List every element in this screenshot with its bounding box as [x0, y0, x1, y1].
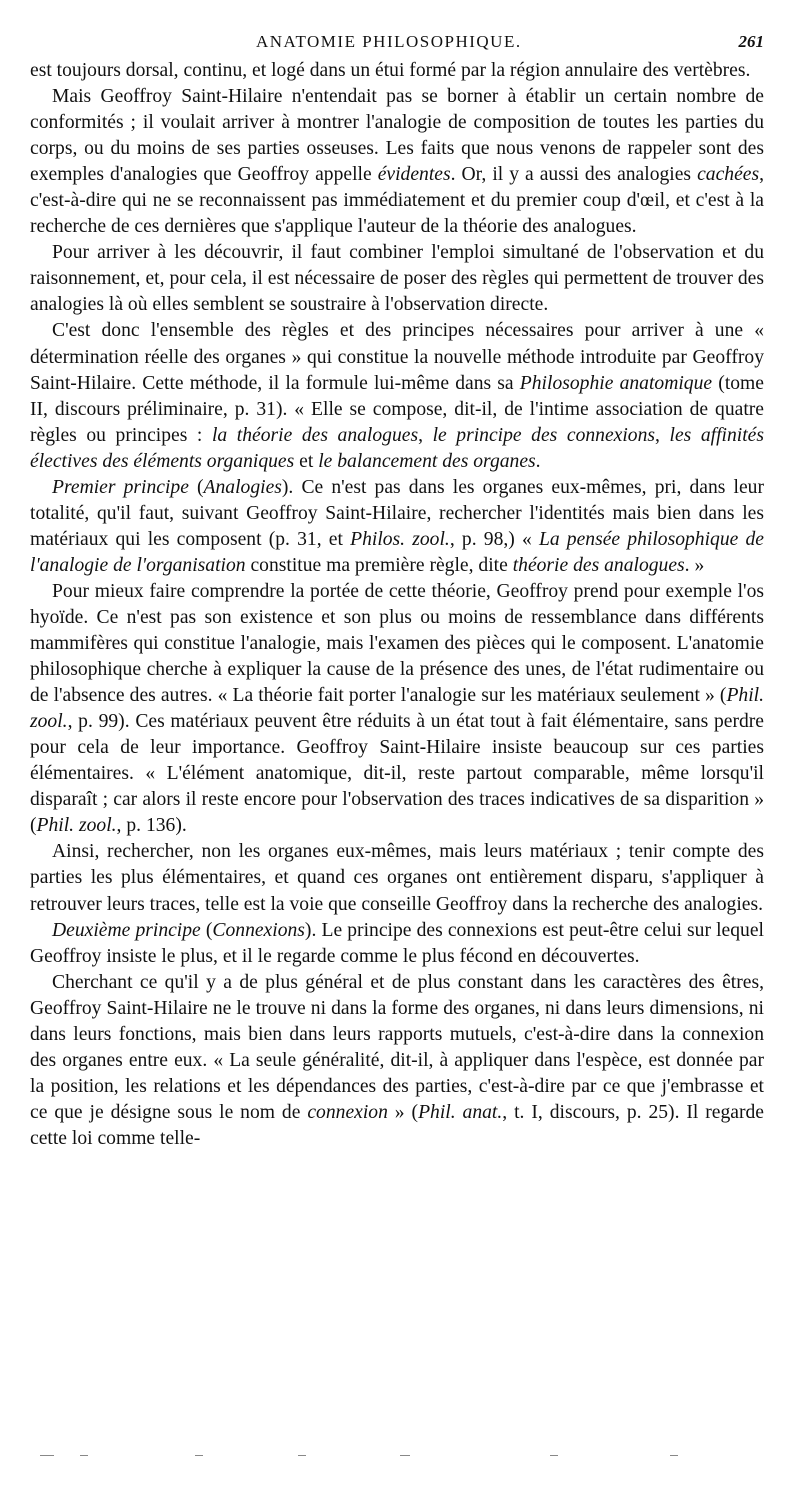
text-run: Cherchant ce qu'il y a de plus général et de plus constant dans les caractères des êtres, Geoffroy Saint-Hilaire ne le trouve ni dans la forme des organes, ni dans leurs dimensions, ni dans leurs fonctions, mais bien dans leurs rapports mutuels, c'est-à-dire dans la connexion des organes entre eux. « La seule généralité, dit-il, à appliquer dans l'espèce, est donnée par la position, les relations et les dépendances des parties, c'est-à-dire par ce que j'embrasse et ce que je désigne sous le nom de [30, 971, 764, 1123]
running-title: ANATOMIE PHILOSOPHIQUE. [256, 32, 522, 51]
italic-run: La pensée philosophique de l'analogie de l'organisation [30, 528, 764, 576]
italic-run: le principe des connexions [432, 424, 656, 446]
paragraph [30, 970, 764, 1152]
scan-artifacts [30, 1455, 730, 1461]
italic-run: le balancement des organes [318, 450, 536, 472]
text-run: , [418, 424, 433, 446]
scan-mark [550, 1455, 558, 1456]
text-run: et [294, 450, 319, 472]
scan-mark [400, 1455, 410, 1456]
italic-run: Connexions [212, 919, 305, 941]
scan-mark [40, 1455, 54, 1456]
italic-run: théorie des analogues [512, 554, 685, 576]
document-page [30, 30, 764, 1152]
text-run: . Or, il y a aussi des analogies [450, 164, 698, 186]
paragraph [30, 579, 764, 839]
text-run: . » [684, 554, 705, 576]
italic-run: Premier principe [52, 476, 189, 498]
text-run: (tome II, discours préliminaire, p. 31). « Elle se compose, dit-il, de l'intime association de quatre règles ou principes : [30, 372, 764, 446]
text-run: , c'est-à-dire qui ne se reconnaissent pas immédiatement et du premier coup d'œil, et c'est à la recherche de ces dernières que s'applique l'auteur de la théorie des analogues. [30, 164, 764, 238]
text-run: Pour mieux faire comprendre la portée de cette théorie, Geoffroy prend pour exemple l'os hyoïde. Ce n'est pas son existence et son plus ou moins de ressemblance dans différents mammifères qui constitue l'analogie, mais l'examen des pièces qui le composent. L'anatomie philosophique cherche à expliquer la cause de la présence des unes, de l'état rudimentaire ou de l'absence des autres. « La théorie fait porter l'analogie sur les matériaux seulement » ( [30, 580, 764, 707]
paragraph [30, 240, 764, 318]
text-run: , [655, 424, 670, 446]
scan-mark [80, 1455, 88, 1456]
text-run: » ( [387, 1101, 419, 1123]
paragraph [30, 839, 764, 917]
text-run: ( [188, 476, 204, 498]
italic-run: Phil. zool. [30, 685, 764, 733]
italic-run: Philosophie anatomique [519, 372, 713, 394]
scan-mark [195, 1455, 203, 1456]
scan-mark [298, 1455, 306, 1456]
italic-run: Analogies [203, 476, 282, 498]
running-head [30, 30, 764, 56]
paragraph [30, 58, 764, 84]
body-text [30, 58, 764, 1152]
italic-run: évidentes [377, 164, 451, 186]
italic-run: les affinités électives des éléments organiques [30, 424, 764, 472]
italic-run: Deuxième principe [52, 919, 201, 941]
text-run: , t. I, discours, p. 25). Il regarde cette loi comme telle- [30, 1101, 765, 1149]
paragraph [30, 918, 764, 970]
text-run: constitue ma première règle, dite [245, 554, 513, 576]
text-run: . [535, 450, 541, 472]
text-run: ( [200, 919, 213, 941]
italic-run: la théorie des analogues [211, 424, 419, 446]
text-run: C'est donc l'ensemble des règles et des principes nécessaires pour arriver à une « détermination réelle des organes » qui constitue la nouvelle méthode introduite par Geoffroy Saint-Hilaire. Cette méthode, il la formule lui-même dans sa [30, 320, 764, 394]
text-run: est toujours dorsal, continu, et logé dans un étui formé par la région annulaire des vertèbres. [30, 60, 751, 81]
text-run: , p. 99). Ces matériaux peuvent être réduits à un état tout à fait élémentaire, sans perdre pour cela de leur importance. Geoffroy Saint-Hilaire insiste beaucoup sur ces parties élémentaires. « L'élément anatomique, dit-il, reste partout comparable, même lorsqu'il disparaît ; car alors il reste encore pour l'observation des traces indicatives de sa disparition » ( [30, 711, 764, 837]
italic-run: Phil. anat. [418, 1101, 503, 1123]
italic-run: connexion [307, 1101, 388, 1123]
page-number: 261 [738, 32, 764, 51]
italic-run: cachées [697, 164, 760, 186]
text-run: ). Ce n'est pas dans les organes eux-mêmes, pri, dans leur totalité, qu'il faut, suivant Geoffroy Saint-Hilaire, rechercher l'identités mais bien dans les matériaux qui les composent (p. 31, et [30, 476, 764, 550]
text-run: , p. 136). [116, 815, 187, 837]
text-run: , p. 98,) « [449, 528, 539, 550]
text-run: Ainsi, rechercher, non les organes eux-mêmes, mais leurs matériaux ; tenir compte des parties les plus élémentaires, et quand ces organes ont entièrement disparu, s'appliquer à retrouver leurs traces, telle est la voie que conseille Geoffroy dans la recherche des analogies. [30, 841, 764, 915]
italic-run: Phil. zool. [36, 815, 117, 837]
scan-mark [670, 1455, 678, 1456]
italic-run: Philos. zool. [350, 528, 450, 550]
paragraph [30, 318, 764, 474]
paragraph [30, 84, 764, 240]
text-run: ). Le principe des connexions est peut-être celui sur lequel Geoffroy insiste le plus, et il le regarde comme le plus fécond en découvertes. [30, 919, 764, 967]
paragraph [30, 475, 764, 579]
text-run: Pour arriver à les découvrir, il faut combiner l'emploi simultané de l'observation et du raisonnement, et, pour cela, il est nécessaire de poser des règles qui permettent de trouver des analogies là où elles semblent se soustraire à l'observation directe. [30, 242, 764, 316]
text-run: Mais Geoffroy Saint-Hilaire n'entendait pas se borner à établir un certain nombre de conformités ; il voulait arriver à montrer l'analogie de composition de toutes les parties du corps, ou du moins de ses parties osseuses. Les faits que nous venons de rappeler sont des exemples d'analogies que Geoffroy appelle [30, 86, 764, 186]
